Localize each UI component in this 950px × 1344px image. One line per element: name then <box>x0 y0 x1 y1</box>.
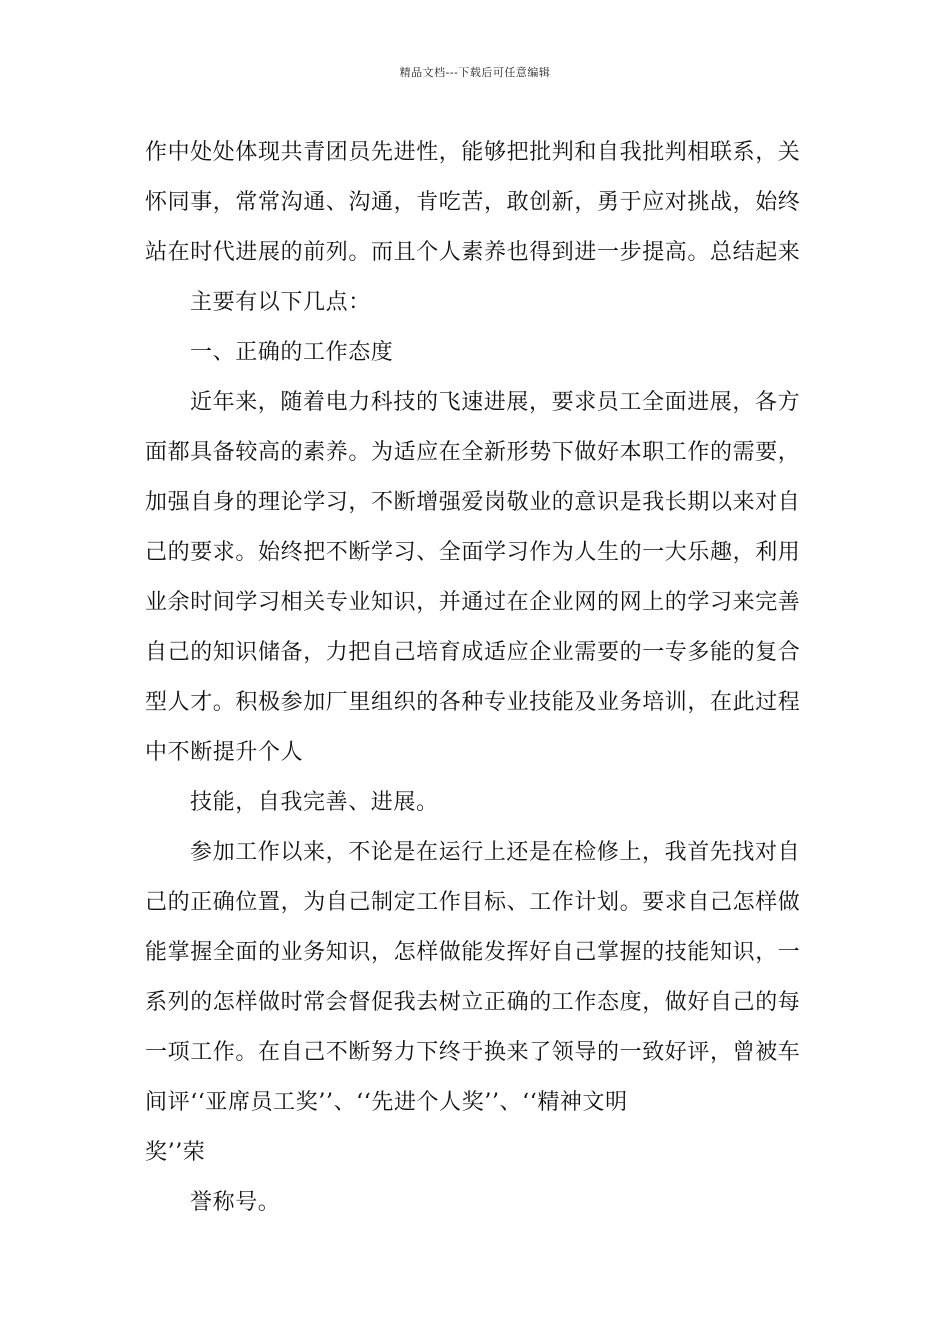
text-line: 近年来，随着电力科技的飞速进展，要求员工全面进展，各方 <box>190 390 801 415</box>
text-line: 奖’’荣 <box>145 1140 206 1165</box>
text-line: 一项工作。在自己不断努力下终于换来了领导的一致好评，曾被车 <box>145 1040 801 1065</box>
text-line: 中不断提升个人 <box>145 740 304 765</box>
document-body <box>145 128 810 1228</box>
text-line: 业余时间学习相关专业知识，并通过在企业网的网上的学习来完善 <box>145 590 801 615</box>
text-line: 自己的知识储备，力把自己培育成适应企业需要的一专多能的复合 <box>145 640 801 665</box>
text-line: 加强自身的理论学习，不断增强爱岗敬业的意识是我长期以来对自 <box>145 490 801 515</box>
section-heading: 一、正确的工作态度 <box>190 340 394 365</box>
text-line: 间评‘‘亚席员工奖’’、‘‘先进个人奖’’、‘‘精神文明 <box>145 1090 628 1115</box>
text-line: 型人才。积极参加厂里组织的各种专业技能及业务培训，在此过程 <box>145 690 801 715</box>
text-line: 站在时代进展的前列。而且个人素养也得到进一步提高。总结起来 <box>145 240 801 265</box>
text-line: 誉称号。 <box>190 1190 281 1215</box>
page-header: 精品文档---下载后可任意编辑 <box>399 66 551 79</box>
text-line: 技能，自我完善、进展。 <box>190 790 439 815</box>
text-line: 己的要求。始终把不断学习、全面学习作为人生的一大乐趣，利用 <box>145 540 801 565</box>
text-line: 主要有以下几点： <box>190 290 371 315</box>
text-line: 参加工作以来，不论是在运行上还是在检修上，我首先找对自 <box>190 840 801 865</box>
text-line: 系列的怎样做时常会督促我去树立正确的工作态度，做好自己的每 <box>145 990 801 1015</box>
text-line: 作中处处体现共青团员先进性，能够把批判和自我批判相联系，关 <box>145 140 801 165</box>
text-line: 怀同事，常常沟通、沟通，肯吃苦，敢创新，勇于应对挑战，始终 <box>145 190 801 215</box>
text-line: 面都具备较高的素养。为适应在全新形势下做好本职工作的需要， <box>145 440 801 465</box>
text-line: 己的正确位置，为自己制定工作目标、工作计划。要求自己怎样做 <box>145 890 801 915</box>
text-line: 能掌握全面的业务知识，怎样做能发挥好自己掌握的技能知识，一 <box>145 940 801 965</box>
